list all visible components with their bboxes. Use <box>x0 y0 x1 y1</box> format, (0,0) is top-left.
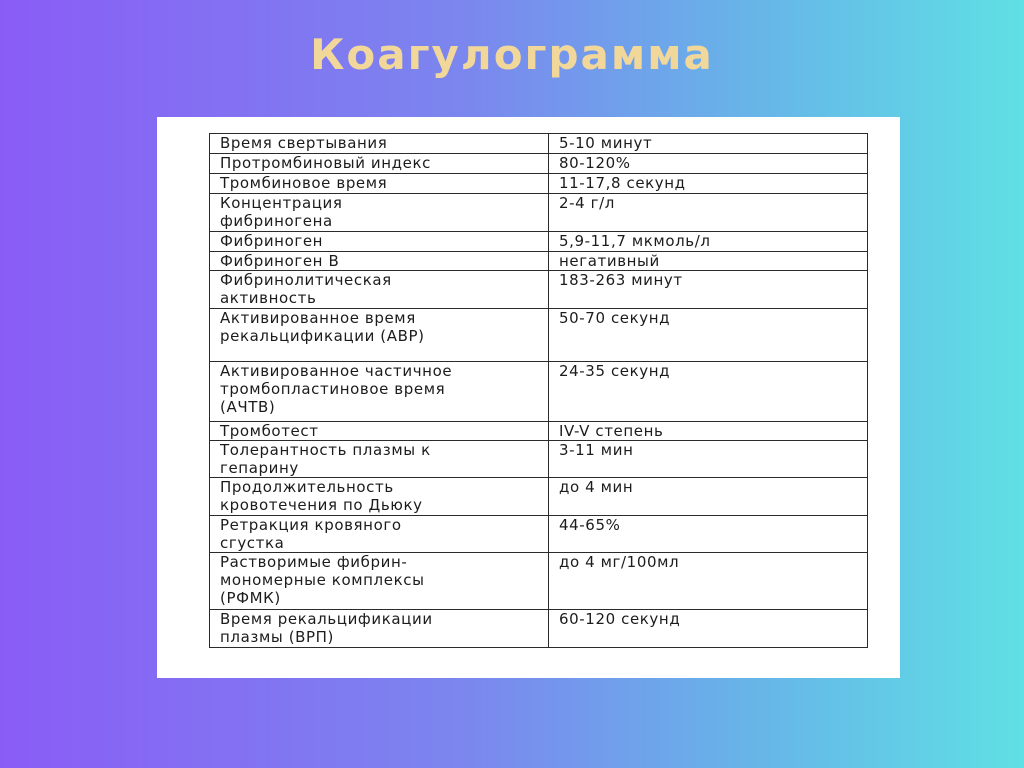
param-cell: Протромбиновый индекс <box>210 154 549 174</box>
value-cell: 24-35 секунд <box>549 362 868 422</box>
value-cell: 80-120% <box>549 154 868 174</box>
value-cell: IV-V степень <box>549 422 868 441</box>
table-row <box>210 154 868 174</box>
table-card <box>157 117 900 678</box>
value-cell: 5,9-11,7 мкмоль/л <box>549 232 868 252</box>
value-cell: 60-120 секунд <box>549 610 868 648</box>
value-cell: до 4 мин <box>549 478 868 516</box>
param-cell: Время свертывания <box>210 134 549 154</box>
table-row <box>210 174 868 194</box>
table-row <box>210 271 868 309</box>
table-row <box>210 441 868 478</box>
value-cell: 183-263 минут <box>549 271 868 309</box>
param-cell: Активированное частичное тромбопластиновое время (АЧТВ) <box>210 362 549 422</box>
param-cell: Фибриноген <box>210 232 549 252</box>
param-cell: Толерантность плазмы к гепарину <box>210 441 549 478</box>
table-row <box>210 610 868 648</box>
param-cell: Активированное время рекальцификации (АВР) <box>210 309 549 362</box>
table-row <box>210 134 868 154</box>
value-cell: 3-11 мин <box>549 441 868 478</box>
param-cell: Продолжительность кровотечения по Дьюку <box>210 478 549 516</box>
table-row <box>210 252 868 271</box>
table-row <box>210 362 868 422</box>
table-row <box>210 422 868 441</box>
param-cell: Растворимые фибрин- мономерные комплексы (РФМК) <box>210 553 549 610</box>
table-row <box>210 194 868 232</box>
table-row <box>210 516 868 553</box>
param-cell: Концентрация фибриногена <box>210 194 549 232</box>
param-cell: Время рекальцификации плазмы (ВРП) <box>210 610 549 648</box>
param-cell: Ретракция кровяного сгустка <box>210 516 549 553</box>
table-row <box>210 232 868 252</box>
value-cell: негативный <box>549 252 868 271</box>
value-cell: 2-4 г/л <box>549 194 868 232</box>
coagulogram-table <box>209 133 868 648</box>
value-cell: 50-70 секунд <box>549 309 868 362</box>
table-row <box>210 553 868 610</box>
table-row <box>210 478 868 516</box>
param-cell: Тромбиновое время <box>210 174 549 194</box>
value-cell: 5-10 минут <box>549 134 868 154</box>
param-cell: Тромботест <box>210 422 549 441</box>
value-cell: 11-17,8 секунд <box>549 174 868 194</box>
slide-title: Коагулограмма <box>310 30 714 79</box>
value-cell: 44-65% <box>549 516 868 553</box>
value-cell: до 4 мг/100мл <box>549 553 868 610</box>
param-cell: Фибриноген В <box>210 252 549 271</box>
param-cell: Фибринолитическая активность <box>210 271 549 309</box>
table-row <box>210 309 868 362</box>
